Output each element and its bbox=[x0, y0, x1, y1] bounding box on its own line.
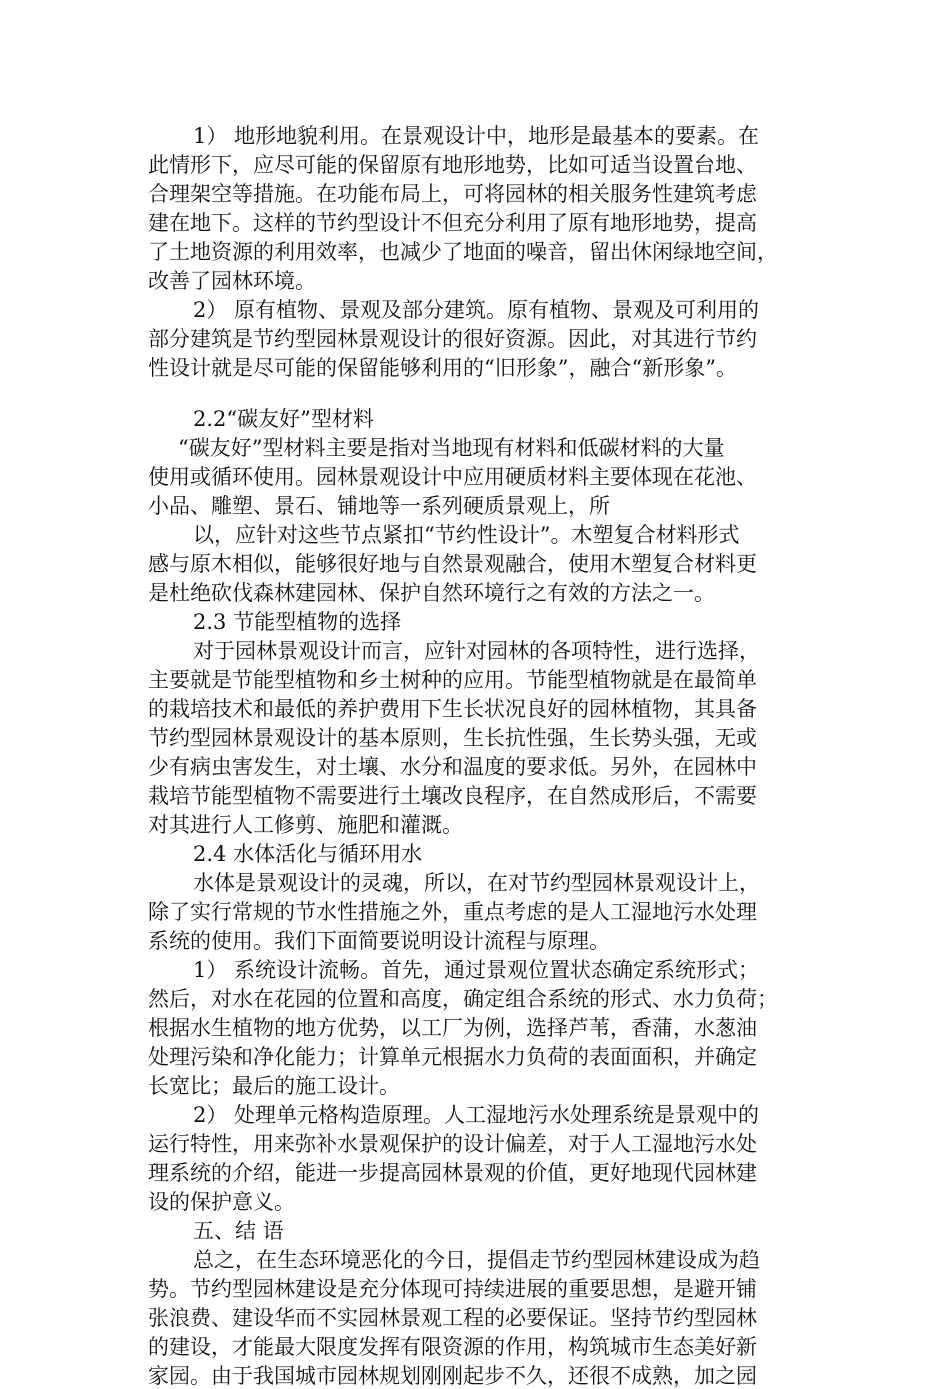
text-line: 对其进行人工修剪、施肥和灌溉。 bbox=[148, 813, 463, 837]
text-line: 节约型园林景观设计的基本原则，生长抗性强，生长势头强，无或 bbox=[148, 726, 757, 750]
text-line: 栽培节能型植物不需要进行土壤改良程序，在自然成形后，不需要 bbox=[148, 784, 757, 808]
text-line: 2） 原有植物、景观及部分建筑。原有植物、景观及可利用的 bbox=[193, 298, 760, 322]
text-line: 长宽比；最后的施工设计。 bbox=[148, 1074, 400, 1098]
text-line: 势。节约型园林建设是充分体现可持续进展的重要思想，是避开铺 bbox=[148, 1277, 757, 1301]
text-line: 处理污染和净化能力；计算单元根据水力负荷的表面面积，并确定 bbox=[148, 1045, 757, 1069]
section-heading: 五、结 语 bbox=[193, 1219, 284, 1243]
text-line: 1） 地形地貌利用。在景观设计中，地形是最基本的要素。在 bbox=[193, 124, 760, 148]
text-line: 除了实行常规的节水性措施之外，重点考虑的是人工湿地污水处理 bbox=[148, 900, 757, 924]
text-line: 部分建筑是节约型园林景观设计的很好资源。因此，对其进行节约 bbox=[148, 327, 757, 351]
text-line: 使用或循环使用。园林景观设计中应用硬质材料主要体现在花池、 bbox=[148, 465, 757, 489]
text-line: 感与原木相似，能够很好地与自然景观融合，使用木塑复合材料更 bbox=[148, 552, 757, 576]
text-line: “碳友好”型材料主要是指对当地现有材料和低碳材料的大量 bbox=[178, 436, 725, 460]
text-line: 2） 处理单元格构造原理。人工湿地污水处理系统是景观中的 bbox=[193, 1103, 760, 1127]
text-line: 对于园林景观设计而言，应针对园林的各项特性，进行选择， bbox=[193, 639, 760, 663]
text-line: 总之，在生态环境恶化的今日，提倡走节约型园林建设成为趋 bbox=[193, 1248, 760, 1272]
text-line: 主要就是节能型植物和乡土树种的应用。节能型植物就是在最简单 bbox=[148, 668, 757, 692]
text-line: 然后，对水在花园的位置和高度，确定组合系统的形式、水力负荷； bbox=[148, 987, 778, 1011]
text-line: 以，应针对这些节点紧扣“节约性设计”。木塑复合材料形式 bbox=[193, 523, 740, 547]
text-line: 水体是景观设计的灵魂，所以，在对节约型园林景观设计上， bbox=[193, 871, 760, 895]
text-line: 此情形下，应尽可能的保留原有地形地势，比如可适当设置台地、 bbox=[148, 153, 757, 177]
text-line: 少有病虫害发生，对土壤、水分和温度的要求低。另外，在园林中 bbox=[148, 755, 757, 779]
text-line: 家园。由于我国城市园林规划刚刚起步不久，还很不成熟，加之园 bbox=[148, 1364, 757, 1388]
text-line: 改善了园林环境。 bbox=[148, 269, 316, 293]
section-heading: 2.4 水体活化与循环用水 bbox=[193, 842, 423, 866]
text-line: 合理架空等措施。在功能布局上，可将园林的相关服务性建筑考虑 bbox=[148, 182, 757, 206]
text-line: 1） 系统设计流畅。首先，通过景观位置状态确定系统形式； bbox=[193, 958, 760, 982]
text-line: 建在地下。这样的节约型设计不但充分利用了原有地形地势，提高 bbox=[148, 211, 757, 235]
text-line: 性设计就是尽可能的保留能够利用的“旧形象”，融合“新形象”。 bbox=[148, 356, 737, 380]
text-line: 张浪费、建设华而不实园林景观工程的必要保证。坚持节约型园林 bbox=[148, 1306, 757, 1330]
text-line: 是杜绝砍伐森林建园林、保护自然环境行之有效的方法之一。 bbox=[148, 581, 715, 605]
text-line: 系统的使用。我们下面简要说明设计流程与原理。 bbox=[148, 929, 610, 953]
text-line: 了土地资源的利用效率，也减少了地面的噪音，留出休闲绿地空间， bbox=[148, 240, 778, 264]
text-line: 运行特性，用来弥补水景观保护的设计偏差，对于人工湿地污水处 bbox=[148, 1132, 757, 1156]
text-line: 小品、雕塑、景石、铺地等一系列硬质景观上，所 bbox=[148, 494, 610, 518]
text-line: 的建设，才能最大限度发挥有限资源的作用，构筑城市生态美好新 bbox=[148, 1335, 757, 1359]
text-line: 的栽培技术和最低的养护费用下生长状况良好的园林植物，其具备 bbox=[148, 697, 757, 721]
text-line: 理系统的介绍，能进一步提高园林景观的价值，更好地现代园林建 bbox=[148, 1161, 757, 1185]
section-heading: 2.2“碳友好”型材料 bbox=[193, 407, 374, 431]
text-line: 根据水生植物的地方优势，以工厂为例，选择芦苇，香蒲，水葱油 bbox=[148, 1016, 757, 1040]
text-line: 设的保护意义。 bbox=[148, 1190, 295, 1214]
section-heading: 2.3 节能型植物的选择 bbox=[193, 610, 402, 634]
